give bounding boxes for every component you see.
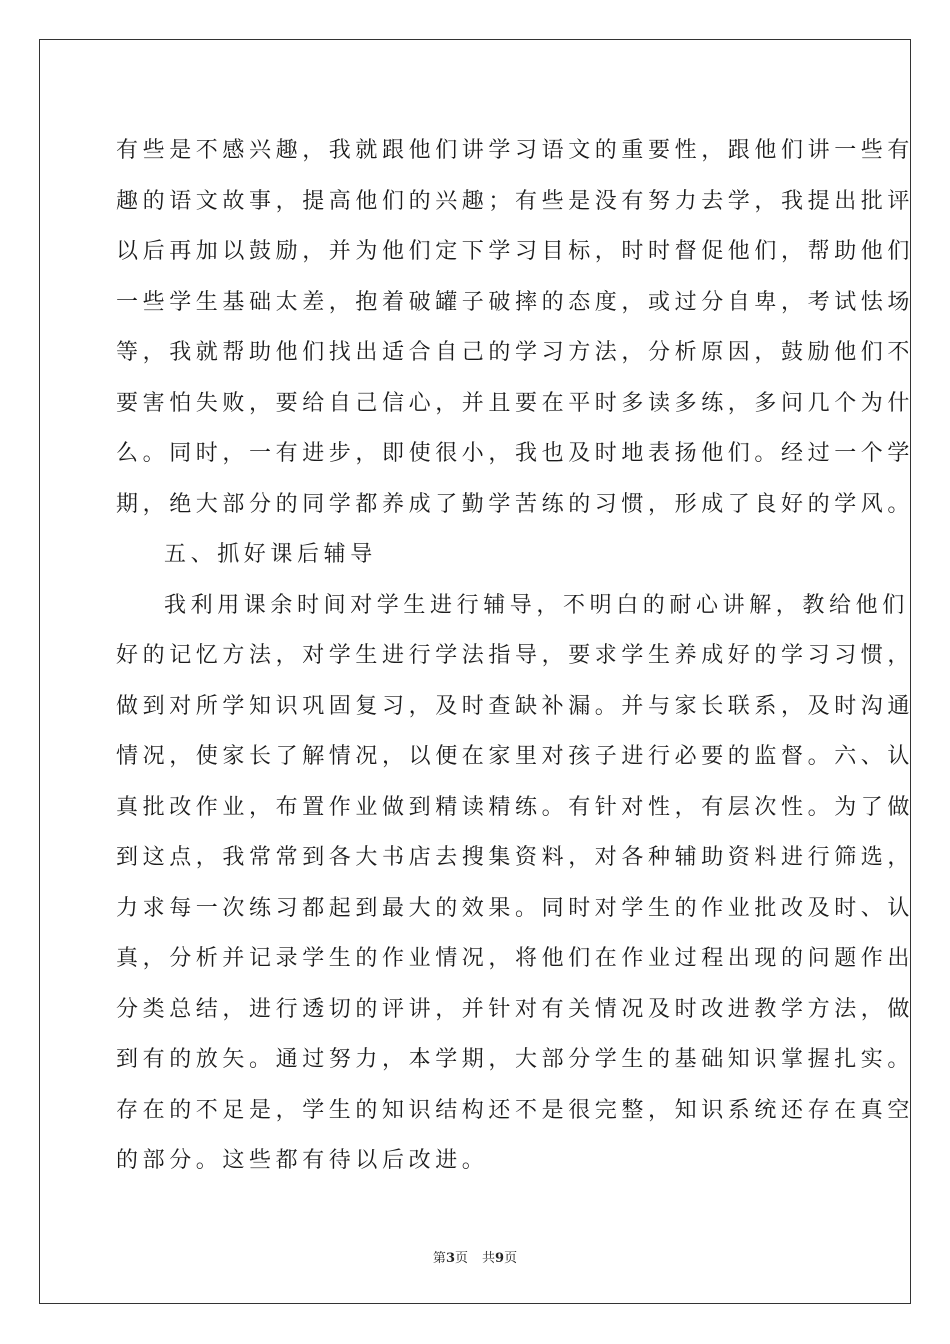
current-page-number: 3	[445, 1251, 455, 1266]
text-line: 期，绝大部分的同学都养成了勤学苦练的习惯，形成了良好的学风。	[116, 491, 915, 517]
document-body	[116, 126, 915, 1187]
text-line: 分类总结，进行透切的评讲，并针对有关情况及时改进教学方法，做	[116, 996, 915, 1022]
text-line: 力求每一次练习都起到最大的效果。同时对学生的作业批改及时、认	[116, 895, 915, 921]
page-prefix: 第	[432, 1251, 446, 1266]
text-line: 趣的语文故事，提高他们的兴趣；有些是没有努力去学，我提出批评	[116, 188, 915, 214]
text-line: 到有的放矢。通过努力，本学期，大部分学生的基础知识掌握扎实。	[116, 1047, 915, 1072]
text-line: 真批改作业，布置作业做到精读精练。有针对性，有层次性。为了做	[116, 794, 915, 820]
total-suffix: 页	[504, 1251, 518, 1266]
text-line: 以后再加以鼓励，并为他们定下学习目标，时时督促他们，帮助他们	[116, 239, 915, 264]
total-prefix: 共	[482, 1251, 496, 1266]
text-line: 做到对所学知识巩固复习，及时查缺补漏。并与家长联系，及时沟通	[116, 693, 915, 719]
text-line: 么。同时，一有进步，即使很小，我也及时地表扬他们。经过一个学	[116, 441, 915, 466]
text-line: 好的记忆方法，对学生进行学法指导，要求学生养成好的学习习惯，	[116, 643, 915, 668]
text-line: 五、抓好课后辅导	[164, 542, 377, 567]
text-line: 的部分。这些都有待以后改进。	[116, 1148, 489, 1173]
text-line: 要害怕失败，要给自己信心，并且要在平时多读多练，多问几个为什	[116, 390, 915, 416]
total-page-count: 9	[495, 1251, 505, 1266]
page-suffix: 页	[454, 1251, 468, 1266]
text-line: 情况，使家长了解情况，以便在家里对孩子进行必要的监督。六、认	[116, 744, 915, 769]
text-line: 真，分析并记录学生的作业情况，将他们在作业过程出现的问题作出	[116, 946, 915, 971]
text-line: 一些学生基础太差，抱着破罐子破摔的态度，或过分自卑，考试怯场	[116, 289, 915, 315]
text-line: 我利用课余时间对学生进行辅导，不明白的耐心讲解，教给他们	[164, 592, 909, 618]
text-line: 有些是不感兴趣，我就跟他们讲学习语文的重要性，跟他们讲一些有	[116, 138, 915, 163]
text-line: 到这点，我常常到各大书店去搜集资料，对各种辅助资料进行筛选，	[116, 845, 915, 870]
text-line: 存在的不足是，学生的知识结构还不是很完整，知识系统还存在真空	[116, 1097, 915, 1123]
text-line: 等，我就帮助他们找出适合自己的学习方法，分析原因，鼓励他们不	[116, 340, 915, 365]
page-footer	[0, 1247, 950, 1266]
